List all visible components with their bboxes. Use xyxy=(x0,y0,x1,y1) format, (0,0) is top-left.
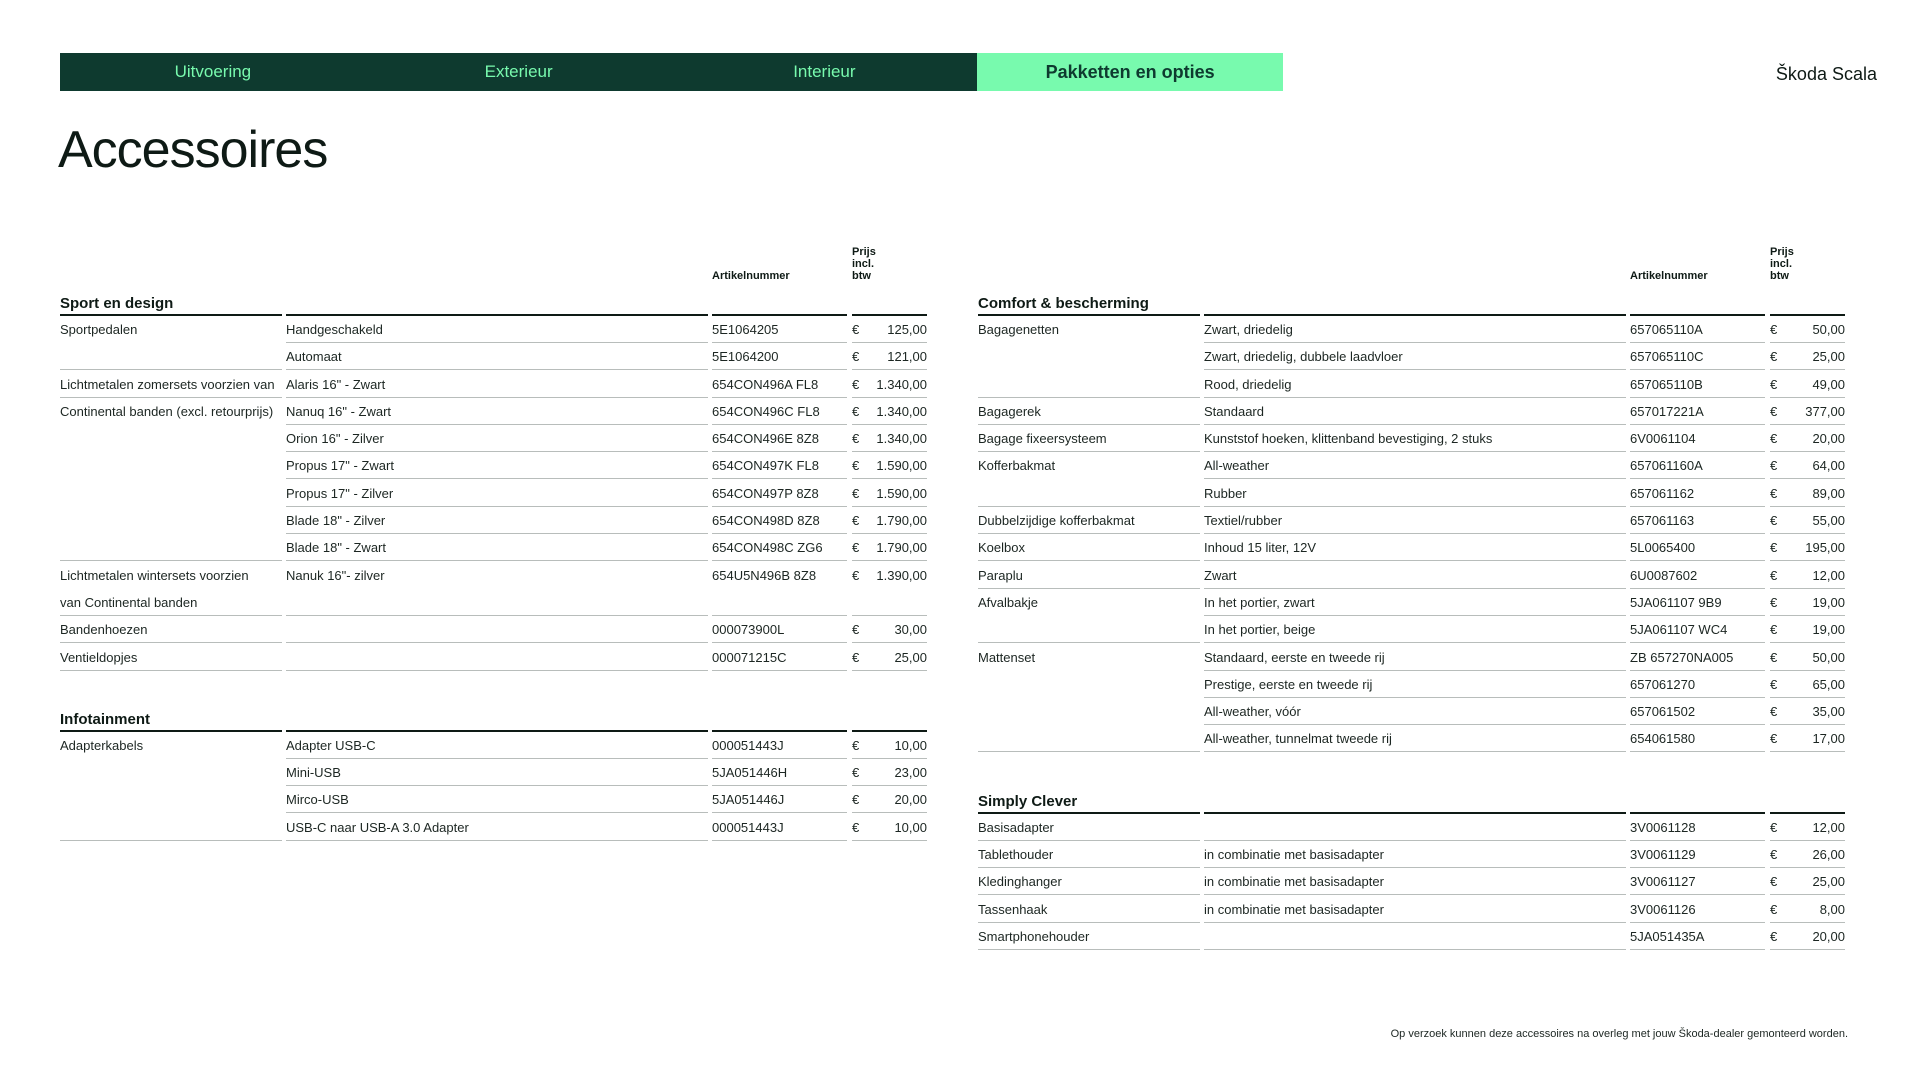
row-category: Tassenhaak xyxy=(978,897,1200,923)
euro-sign: € xyxy=(1770,458,1778,474)
row-price xyxy=(852,645,927,671)
price-amount: 19,00 xyxy=(1812,622,1845,638)
euro-sign: € xyxy=(1770,540,1778,556)
row-category xyxy=(60,535,282,561)
euro-sign: € xyxy=(852,540,860,556)
euro-sign: € xyxy=(1770,322,1778,337)
euro-sign: € xyxy=(852,431,860,447)
price-amount: 25,00 xyxy=(1812,349,1845,365)
row-description: Zwart, driedelig xyxy=(1204,317,1626,343)
row-price xyxy=(1770,344,1845,370)
row-description: Blade 18" - Zwart xyxy=(286,535,708,561)
price-amount: 20,00 xyxy=(1812,928,1845,944)
row-category: Tablethouder xyxy=(978,842,1200,868)
section-rule xyxy=(1770,284,1845,316)
price-amount: 50,00 xyxy=(1812,322,1845,337)
euro-sign: € xyxy=(852,376,860,392)
euro-sign: € xyxy=(852,403,860,419)
row-description: All-weather xyxy=(1204,453,1626,479)
euro-sign: € xyxy=(852,485,860,501)
row-category: Bagagenetten xyxy=(978,322,1059,337)
euro-sign: € xyxy=(852,819,860,835)
euro-sign: € xyxy=(1770,403,1778,419)
row-description: Alaris 16" - Zwart xyxy=(286,372,708,398)
row-article-number: 654CON498D 8Z8 xyxy=(712,508,847,534)
row-category xyxy=(978,344,1200,370)
row-description: Zwart, driedelig, dubbele laadvloer xyxy=(1204,344,1626,370)
row-description: Prestige, eerste en tweede rij xyxy=(1204,672,1626,698)
row-article-number: 657065110B xyxy=(1630,372,1765,398)
row-price xyxy=(852,617,927,643)
row-price xyxy=(852,535,927,561)
price-amount: 195,00 xyxy=(1805,540,1845,556)
row-price xyxy=(852,399,927,425)
row-article-number: 6V0061104 xyxy=(1630,426,1765,452)
row-article-number: 657061270 xyxy=(1630,672,1765,698)
euro-sign: € xyxy=(1770,874,1778,890)
euro-sign: € xyxy=(852,513,860,529)
row-category xyxy=(60,481,282,507)
euro-sign: € xyxy=(852,737,860,753)
row-category: Adapterkabels xyxy=(60,737,144,753)
row-description: Standaard, eerste en tweede rij xyxy=(1204,645,1626,671)
row-price xyxy=(1770,590,1845,616)
euro-sign: € xyxy=(852,458,860,474)
row-description: in combinatie met basisadapter xyxy=(1204,869,1626,895)
row-category xyxy=(60,787,282,813)
row-price xyxy=(1770,897,1845,923)
row-price xyxy=(852,481,927,507)
row-category xyxy=(60,453,282,479)
row-article-number: 657061163 xyxy=(1630,508,1765,534)
row-price xyxy=(852,760,927,786)
row-price xyxy=(1770,426,1845,452)
price-amount: 20,00 xyxy=(894,792,927,808)
row-price xyxy=(852,453,927,479)
row-category: Ventieldopjes xyxy=(60,645,282,671)
row-price xyxy=(1770,815,1845,841)
row-price xyxy=(852,426,927,452)
tab-interieur[interactable]: Interieur xyxy=(793,62,856,81)
row-price xyxy=(852,733,927,759)
row-description: Automaat xyxy=(286,344,708,370)
price-amount: 64,00 xyxy=(1812,458,1845,474)
price-amount: 89,00 xyxy=(1812,485,1845,501)
row-price xyxy=(1770,699,1845,725)
row-category: Lichtmetalen zomersets voorzien van xyxy=(60,372,282,398)
row-article-number: 000051443J xyxy=(712,815,847,841)
row-description xyxy=(1204,924,1626,950)
section-title: Simply Clever xyxy=(978,782,1200,814)
section-rule xyxy=(852,284,927,316)
row-price xyxy=(1770,617,1845,643)
row-price xyxy=(1770,508,1845,534)
section-rule xyxy=(1630,284,1765,316)
section-rule xyxy=(1770,782,1845,814)
row-price xyxy=(852,590,927,616)
section-title: Sport en design xyxy=(60,284,282,316)
row-category: Kledinghanger xyxy=(978,869,1200,895)
footnote: Op verzoek kunnen deze accessoires na overleg met jouw Škoda-dealer gemonteerd worden. xyxy=(1390,1028,1848,1040)
row-description: Standaard xyxy=(1204,399,1626,425)
row-category: Continental banden (excl. retourprijs) xyxy=(60,403,274,419)
column-header-price: Prijs incl. btw xyxy=(852,246,876,282)
row-category: van Continental banden xyxy=(60,590,282,616)
row-description: Nanuk 16"- zilver xyxy=(286,567,385,583)
price-amount: 12,00 xyxy=(1812,567,1845,583)
row-category: Mattenset xyxy=(978,649,1036,665)
row-category: Basisadapter xyxy=(978,815,1200,841)
euro-sign: € xyxy=(1770,594,1778,610)
row-category: Bagagerek xyxy=(978,399,1200,425)
price-amount: 1.590,00 xyxy=(876,485,927,501)
row-category: Smartphonehouder xyxy=(978,924,1200,950)
row-description: Textiel/rubber xyxy=(1204,508,1626,534)
section-rule xyxy=(1204,284,1626,316)
row-category: Dubbelzijdige kofferbakmat xyxy=(978,508,1200,534)
row-article-number: 3V0061127 xyxy=(1630,869,1765,895)
row-price xyxy=(852,508,927,534)
row-category xyxy=(978,726,1200,752)
euro-sign: € xyxy=(1770,901,1778,917)
row-price xyxy=(852,317,927,343)
price-amount: 26,00 xyxy=(1812,847,1845,863)
row-price xyxy=(1770,535,1845,561)
euro-sign: € xyxy=(852,765,860,781)
row-article-number: 657065110A xyxy=(1630,317,1765,343)
row-description: in combinatie met basisadapter xyxy=(1204,842,1626,868)
tab-pakketten-en-opties[interactable]: Pakketten en opties xyxy=(977,53,1283,91)
row-description: In het portier, zwart xyxy=(1204,590,1626,616)
row-category: Bagage fixeersysteem xyxy=(978,426,1200,452)
section-rule xyxy=(1204,782,1626,814)
price-amount: 377,00 xyxy=(1805,403,1845,419)
row-article-number: 657061160A xyxy=(1630,453,1765,479)
row-article-number: 654CON496E 8Z8 xyxy=(712,426,847,452)
price-amount: 121,00 xyxy=(887,349,927,365)
row-article-number: 3V0061126 xyxy=(1630,897,1765,923)
price-amount: 49,00 xyxy=(1812,376,1845,392)
row-article-number: 657061162 xyxy=(1630,481,1765,507)
row-description: All-weather, tunnelmat tweede rij xyxy=(1204,726,1626,752)
row-description: Rood, driedelig xyxy=(1204,372,1626,398)
row-article-number: 5L0065400 xyxy=(1630,535,1765,561)
row-description: Propus 17" - Zilver xyxy=(286,481,708,507)
row-article-number: 654CON497P 8Z8 xyxy=(712,481,847,507)
price-amount: 17,00 xyxy=(1812,731,1845,747)
section-rule xyxy=(852,700,927,732)
euro-sign: € xyxy=(1770,567,1778,583)
row-price xyxy=(1770,924,1845,950)
row-price xyxy=(1770,372,1845,398)
price-amount: 1.390,00 xyxy=(876,567,927,583)
row-price xyxy=(852,372,927,398)
row-article-number: 654CON498C ZG6 xyxy=(712,535,847,561)
column-header-article: Artikelnummer xyxy=(712,270,790,282)
row-price xyxy=(1770,563,1845,589)
row-category xyxy=(60,760,282,786)
price-amount: 125,00 xyxy=(887,322,927,337)
row-price xyxy=(1770,869,1845,895)
euro-sign: € xyxy=(852,349,860,365)
price-amount: 1.790,00 xyxy=(876,540,927,556)
section-rule xyxy=(286,700,708,732)
row-description: Adapter USB-C xyxy=(286,733,708,759)
row-category: Sportpedalen xyxy=(60,322,138,337)
row-description xyxy=(286,590,708,616)
brand-name: Škoda Scala xyxy=(1775,64,1877,84)
row-category xyxy=(978,372,1200,398)
row-category: Bandenhoezen xyxy=(60,617,282,643)
row-category xyxy=(978,699,1200,725)
row-price xyxy=(1770,726,1845,752)
price-amount: 23,00 xyxy=(894,765,927,781)
tab-uitvoering[interactable]: Uitvoering xyxy=(174,62,252,81)
row-description: Kunststof hoeken, klittenband bevestiging, 2 stuks xyxy=(1204,426,1626,452)
row-article-number: 5E1064200 xyxy=(712,344,847,370)
row-article-number: 000071215C xyxy=(712,645,847,671)
section-nav xyxy=(60,53,1283,91)
euro-sign: € xyxy=(1770,431,1778,447)
price-amount: 1.790,00 xyxy=(876,513,927,529)
price-amount: 10,00 xyxy=(894,737,927,753)
row-category xyxy=(60,815,282,841)
row-description: in combinatie met basisadapter xyxy=(1204,897,1626,923)
price-amount: 25,00 xyxy=(1812,874,1845,890)
row-category: Lichtmetalen wintersets voorzien xyxy=(60,567,249,583)
row-description: In het portier, beige xyxy=(1204,617,1626,643)
row-description xyxy=(286,617,708,643)
row-article-number: 5JA051446H xyxy=(712,760,847,786)
euro-sign: € xyxy=(852,792,860,808)
row-price xyxy=(852,563,927,589)
row-price xyxy=(1770,672,1845,698)
row-category xyxy=(60,508,282,534)
row-article-number: 5E1064205 xyxy=(712,317,847,343)
row-article-number: 5JA061107 WC4 xyxy=(1630,617,1765,643)
price-amount: 25,00 xyxy=(894,649,927,665)
row-price xyxy=(1770,481,1845,507)
row-description: Zwart xyxy=(1204,563,1626,589)
row-description xyxy=(286,645,708,671)
row-category xyxy=(978,617,1200,643)
row-category: Kofferbakmat xyxy=(978,458,1056,474)
price-amount: 8,00 xyxy=(1819,901,1845,917)
euro-sign: € xyxy=(1770,676,1778,692)
row-category: Paraplu xyxy=(978,563,1200,589)
price-amount: 65,00 xyxy=(1812,676,1845,692)
row-article-number xyxy=(712,590,847,616)
row-price xyxy=(852,815,927,841)
euro-sign: € xyxy=(1770,513,1778,529)
row-article-number: 654061580 xyxy=(1630,726,1765,752)
row-category xyxy=(978,481,1200,507)
euro-sign: € xyxy=(1770,349,1778,365)
price-amount: 30,00 xyxy=(894,622,927,638)
section-rule xyxy=(1630,782,1765,814)
row-article-number: 654CON496C FL8 xyxy=(712,399,847,425)
row-article-number: 5JA051435A xyxy=(1630,924,1765,950)
row-price xyxy=(1770,842,1845,868)
row-article-number: 657017221A xyxy=(1630,399,1765,425)
price-amount: 1.590,00 xyxy=(876,458,927,474)
row-article-number: 654CON496A FL8 xyxy=(712,372,847,398)
price-amount: 35,00 xyxy=(1812,704,1845,720)
price-amount: 19,00 xyxy=(1812,594,1845,610)
row-price xyxy=(1770,399,1845,425)
row-article-number: 000051443J xyxy=(712,733,847,759)
row-price xyxy=(1770,645,1845,671)
row-description: Mirco-USB xyxy=(286,787,708,813)
price-amount: 1.340,00 xyxy=(876,376,927,392)
row-description: Blade 18" - Zilver xyxy=(286,508,708,534)
euro-sign: € xyxy=(852,567,860,583)
row-description: All-weather, vóór xyxy=(1204,699,1626,725)
row-category xyxy=(60,426,282,452)
row-description: Inhoud 15 liter, 12V xyxy=(1204,535,1626,561)
row-category xyxy=(60,344,282,370)
section-rule xyxy=(286,284,708,316)
row-article-number: 3V0061129 xyxy=(1630,842,1765,868)
tab-exterieur[interactable]: Exterieur xyxy=(484,62,553,81)
section-rule xyxy=(712,284,847,316)
price-amount: 1.340,00 xyxy=(876,403,927,419)
row-description: Nanuq 16" - Zwart xyxy=(286,399,708,425)
section-title: Infotainment xyxy=(60,700,282,732)
row-category xyxy=(978,672,1200,698)
price-amount: 20,00 xyxy=(1812,431,1845,447)
row-article-number: 654U5N496B 8Z8 xyxy=(712,567,817,583)
euro-sign: € xyxy=(852,649,860,665)
euro-sign: € xyxy=(1770,649,1778,665)
euro-sign: € xyxy=(1770,819,1778,835)
price-amount: 10,00 xyxy=(894,819,927,835)
row-article-number: 657061502 xyxy=(1630,699,1765,725)
row-description: Orion 16" - Zilver xyxy=(286,426,708,452)
row-description: USB-C naar USB-A 3.0 Adapter xyxy=(286,815,708,841)
row-article-number: 5JA061107 9B9 xyxy=(1630,590,1765,616)
section-title: Comfort & bescherming xyxy=(978,284,1200,316)
price-amount: 1.340,00 xyxy=(876,431,927,447)
section-rule xyxy=(712,700,847,732)
euro-sign: € xyxy=(1770,847,1778,863)
euro-sign: € xyxy=(1770,485,1778,501)
price-amount: 50,00 xyxy=(1812,649,1845,665)
row-price xyxy=(1770,453,1845,479)
price-amount: 55,00 xyxy=(1812,513,1845,529)
page-title: Accessoires xyxy=(58,121,328,179)
row-article-number: 3V0061128 xyxy=(1630,815,1765,841)
column-header-article: Artikelnummer xyxy=(1630,270,1708,282)
euro-sign: € xyxy=(852,622,860,638)
row-price xyxy=(852,787,927,813)
row-article-number: 5JA051446J xyxy=(712,787,847,813)
euro-sign: € xyxy=(1770,731,1778,747)
row-description: Rubber xyxy=(1204,481,1626,507)
column-header-price: Prijs incl. btw xyxy=(1770,246,1794,282)
row-category: Koelbox xyxy=(978,535,1200,561)
row-description xyxy=(1204,815,1626,841)
row-description: Mini-USB xyxy=(286,760,708,786)
euro-sign: € xyxy=(1770,704,1778,720)
row-article-number: ZB 657270NA005 xyxy=(1630,645,1765,671)
row-article-number: 000073900L xyxy=(712,617,847,643)
euro-sign: € xyxy=(1770,376,1778,392)
euro-sign: € xyxy=(1770,928,1778,944)
euro-sign: € xyxy=(852,322,860,337)
row-article-number: 6U0087602 xyxy=(1630,563,1765,589)
row-price xyxy=(1770,317,1845,343)
row-category: Afvalbakje xyxy=(978,594,1038,610)
row-description: Propus 17" - Zwart xyxy=(286,453,708,479)
row-description: Handgeschakeld xyxy=(286,317,708,343)
price-amount: 12,00 xyxy=(1812,819,1845,835)
row-article-number: 654CON497K FL8 xyxy=(712,453,847,479)
euro-sign: € xyxy=(1770,622,1778,638)
row-article-number: 657065110C xyxy=(1630,344,1765,370)
row-price xyxy=(852,344,927,370)
